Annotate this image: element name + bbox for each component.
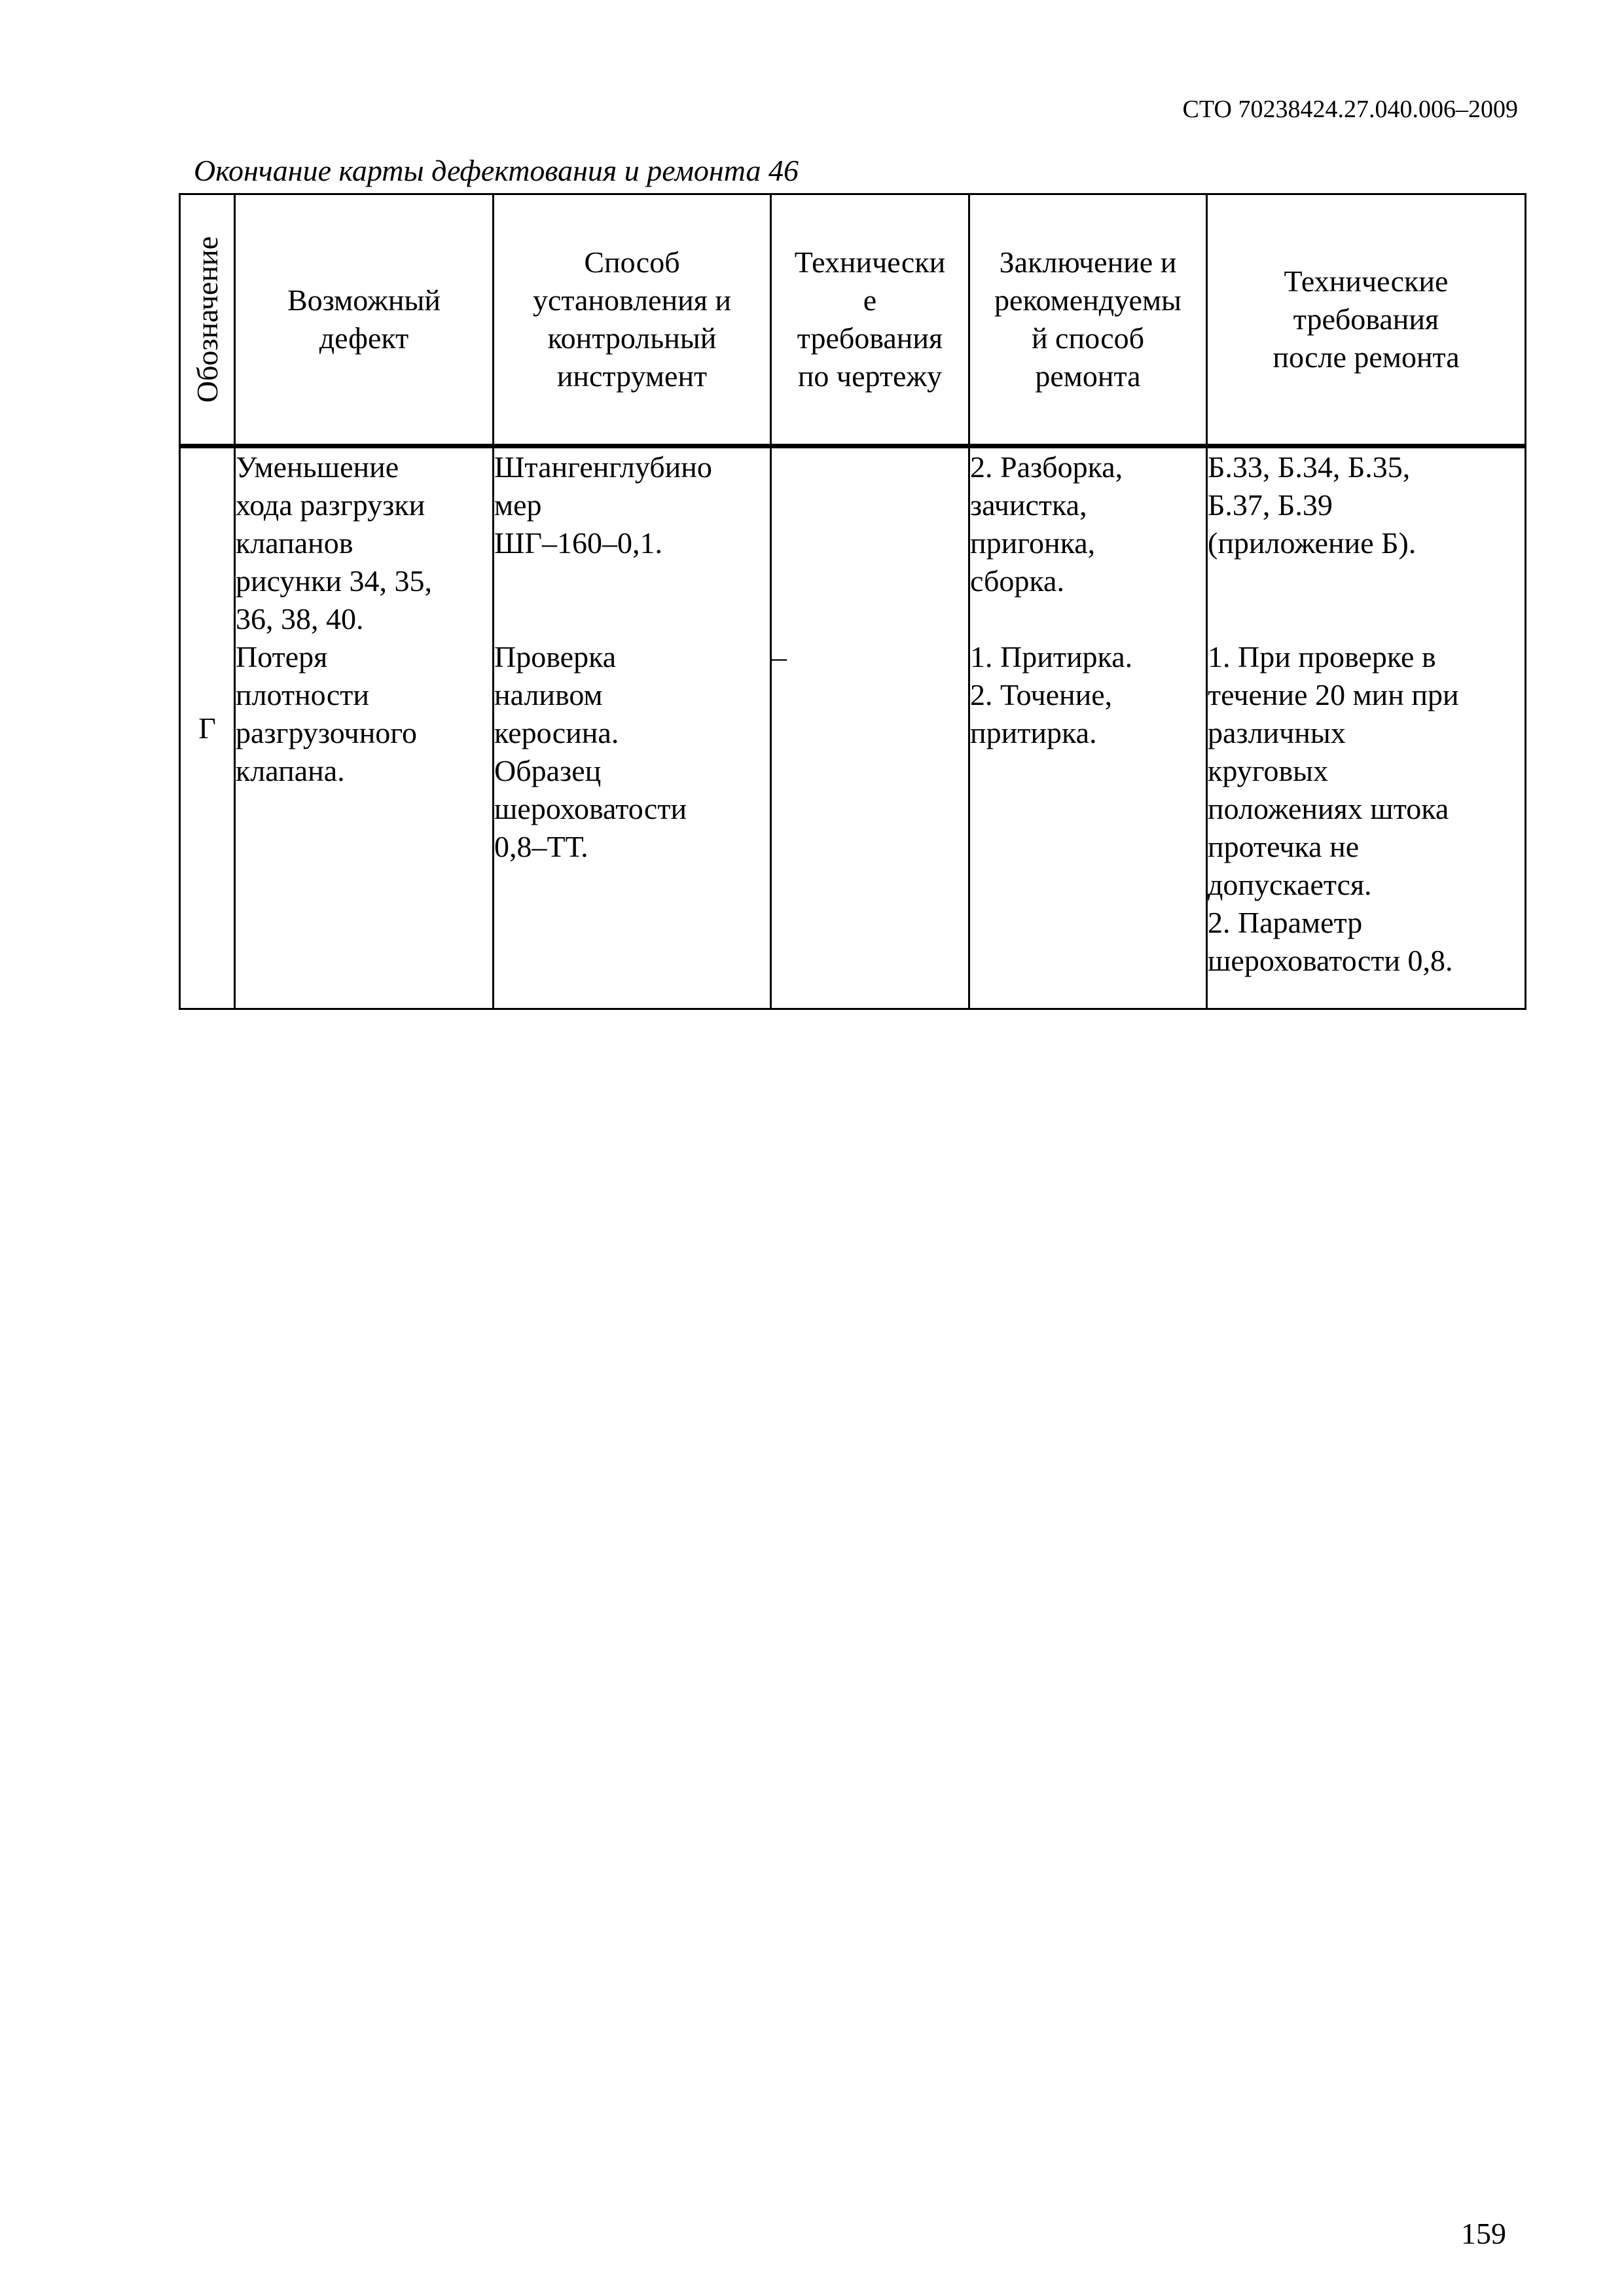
cell-method [494,446,771,1009]
header-designation-label: Обозначение [190,236,224,403]
cell-repair [969,446,1207,1009]
header-method: Способ установления и контрольный инструмент [494,194,771,446]
repair-second: 1. Притирка. 2. Точение, притирка. [970,640,1133,749]
after-repair-second: 1. При проверке в течение 20 мин при различных круговых положениях штока протечка не допускается. 2. Параметр шероховатости 0,8. [1208,640,1459,977]
header-repair: Заключение и рекомендуемы й способ ремонта [969,194,1207,446]
defect-repair-table [179,193,1526,1010]
defect-second: Потеря плотности разгрузочного клапана. [236,640,418,787]
header-drawing-requirements: Технически е требования по чертежу [771,194,969,446]
cell-drawing-requirements: – [771,446,969,1009]
cell-after-repair [1207,446,1526,1009]
page-number: 159 [1461,2217,1506,2250]
header-designation [180,194,235,446]
repair-first: 2. Разборка, зачистка, пригонка, сборка. [970,450,1123,598]
table-row [180,446,1526,1009]
defect-first: Уменьшение хода разгрузки клапанов рисунки 34, 35, 36, 38, 40. [236,450,433,636]
header-row [180,194,1526,446]
method-first: Штангенглубино мер ШГ–160–0,1. [494,450,712,560]
header-defect: Возможный дефект [235,194,494,446]
document-code: СТО 70238424.27.040.006–2009 [1182,96,1518,123]
method-second: Проверка наливом керосина. Образец шероховатости 0,8–ТТ. [494,640,687,863]
table-caption: Окончание карты дефектования и ремонта 46 [194,154,799,187]
after-repair-first: Б.33, Б.34, Б.35, Б.37, Б.39 (приложение Б). [1208,450,1416,560]
cell-defect [235,446,494,1009]
cell-designation: Г [180,446,235,1009]
header-after-repair: Технические требования после ремонта [1207,194,1526,446]
